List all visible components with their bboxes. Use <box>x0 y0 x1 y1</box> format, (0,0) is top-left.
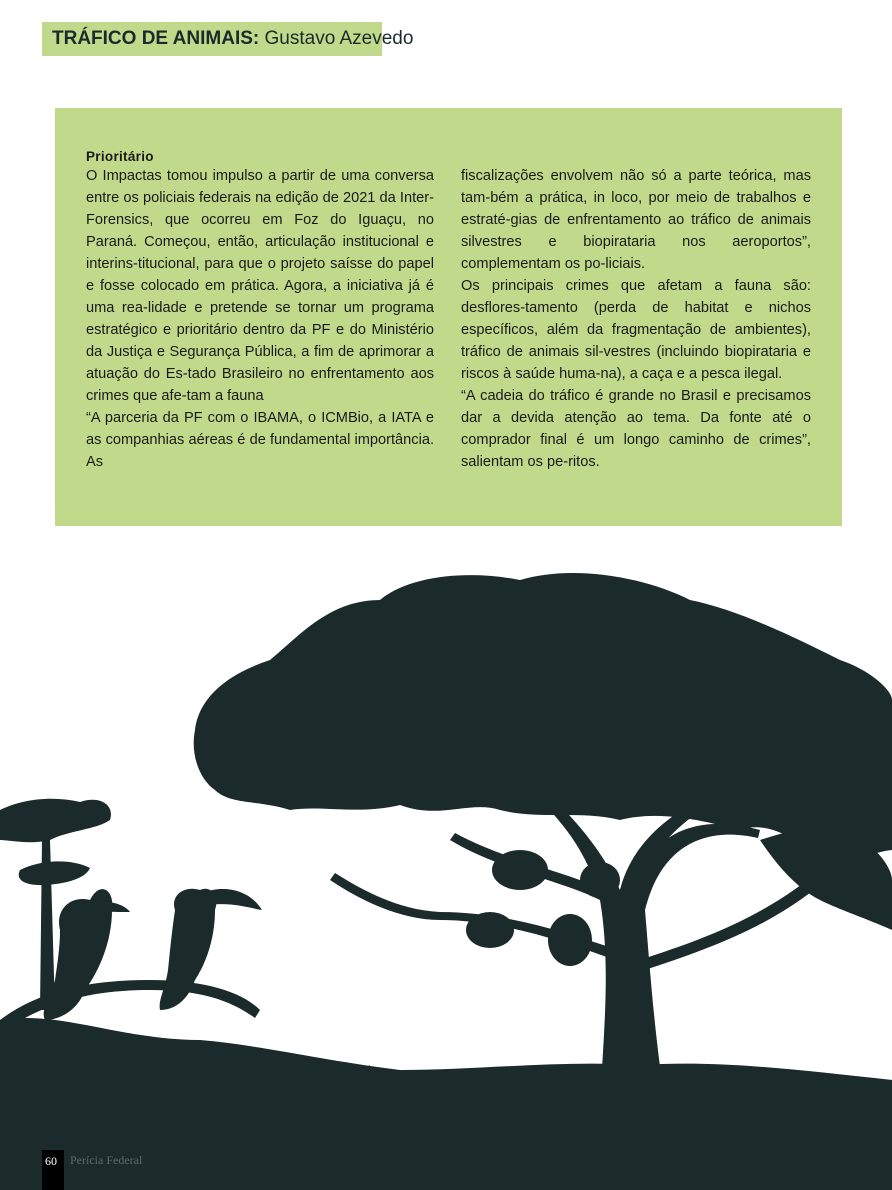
page-number: 60 <box>42 1150 64 1190</box>
footer-divider <box>40 1147 850 1148</box>
left-column <box>86 148 434 473</box>
author-name: Gustavo Azevedo <box>259 28 414 49</box>
section-header <box>42 22 414 56</box>
paragraph: “A cadeia do tráfico é grande no Brasil e precisamos dar a devida atenção ao tema. Da fonte até o comprador final é um longo caminho de crimes”, salientam os pe-ritos. <box>461 388 811 470</box>
jungle-illustration <box>0 540 892 1190</box>
toucan-icon <box>44 889 130 1020</box>
section-title: TRÁFICO DE ANIMAIS: <box>52 28 260 49</box>
article-box <box>55 108 842 526</box>
monstera-leaf-icon <box>548 914 592 966</box>
paragraph: fiscalizações envolvem não só a parte teórica, mas tam-bém a prática, in loco, por meio de trabalhos e estraté-gias de enfrentamento ao tráfico de animais silvestres e biopirataria nos aeroportos”, complementam os po-liciais. <box>461 168 811 272</box>
paragraph: “A parceria da PF com o IBAMA, o ICMBio, a IATA e as companhias aéreas é de fundamental importância. As <box>86 410 434 470</box>
subheading: Prioritário <box>86 149 154 164</box>
paragraph: Os principais crimes que afetam a fauna são: desflores-tamento (perda de habitat e nichos específicos, além da fragmentação de ambientes), tráfico de animais sil-vestres (incluindo biopirataria e riscos à saúde huma-na), a caça e a pesca ilegal. <box>461 278 811 382</box>
jungle-tree-icon <box>194 573 892 1100</box>
monstera-leaf-icon <box>466 912 514 948</box>
monstera-leaf-icon <box>580 862 620 898</box>
monstera-leaf-icon <box>492 850 548 890</box>
publication-title: Perícia Federal <box>70 1153 143 1167</box>
paragraph: O Impactas tomou impulso a partir de uma conversa entre os policiais federais na edição de 2021 da Inter-Forensics, que ocorreu em Foz do Iguaçu, no Paraná. Começou, então, articulação institucional e interins-titucional, para que o projeto saísse do papel e fosse colocado em prática. Agora, a iniciativa já é uma rea-lidade e pretende se tornar um programa estratégico e prioritário dentro da PF e do Ministério da Justiça e Segurança Pública, a fim de aprimorar a atuação do Es-tado Brasileiro no enfrentamento aos crimes que afe-tam a fauna <box>86 168 434 404</box>
right-column <box>461 165 811 473</box>
